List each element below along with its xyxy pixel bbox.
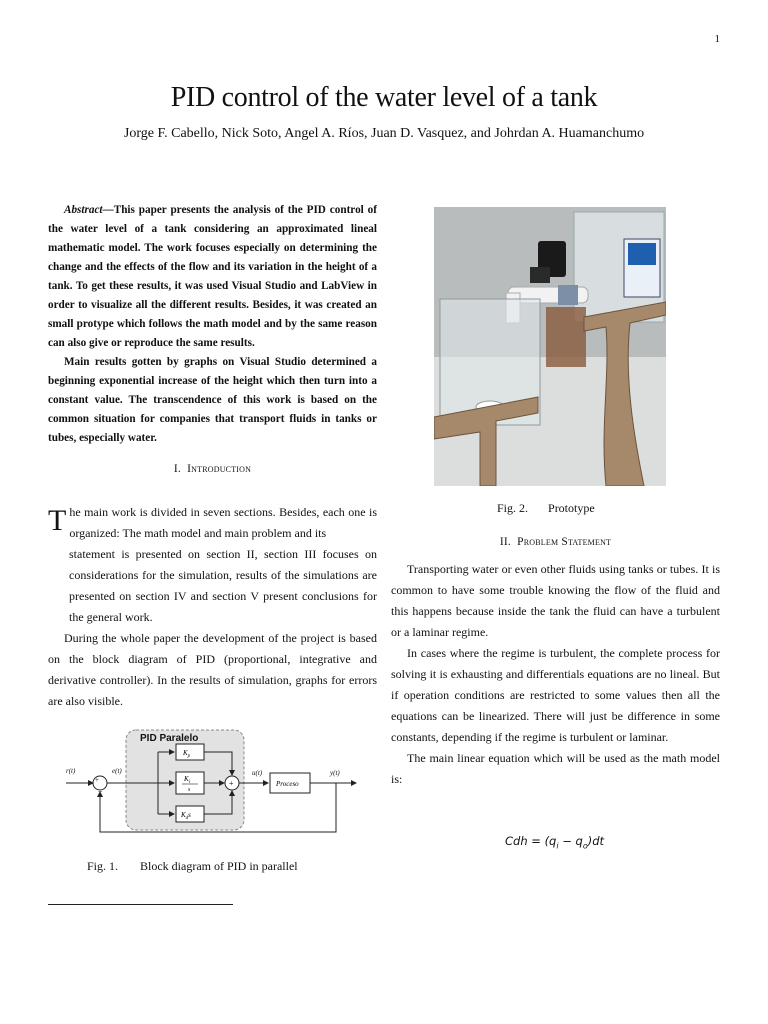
- intro-paragraph-2: During the whole paper the development of the project is based on the block diagram of PID (proportional, integrative and derivative controller). In the results of simulation, graphs for errors are also visible.: [48, 631, 377, 708]
- process-label: Proceso: [276, 780, 299, 788]
- e-label: e(t): [112, 767, 122, 775]
- kd-label: $K_ds$: [181, 811, 191, 821]
- abstract-paragraph-2: Main results gotten by graphs on Visual Studio determined a beginning exponential increase of the height which then turn into a constant value. The transcendence of this work is based on the common situation for companies that transport fluids in tanks or tubes, especially water.: [48, 356, 377, 444]
- section-heading-introduction: [48, 463, 377, 475]
- kp-label: $K_p$: [183, 749, 191, 759]
- abstract-dash: —: [102, 204, 114, 216]
- problem-statement-body: [391, 559, 720, 790]
- introduction-body: [48, 502, 377, 712]
- pump-base: [530, 267, 550, 283]
- intro-heading-text: Introduction: [187, 463, 252, 475]
- fig1-caption-text: Block diagram of PID in parallel: [140, 859, 298, 873]
- section-heading-problem-statement: [391, 536, 720, 548]
- intro-numeral: I.: [173, 463, 181, 475]
- equation-sub-o: o: [582, 841, 588, 851]
- authors: Jorge F. Cabello, Nick Soto, Angel A. Ríos, Juan D. Vasquez, and Johrdan A. Huamanchumo: [123, 126, 645, 141]
- equation-minus: − q: [558, 834, 583, 848]
- fig2-number: Fig. 2.: [497, 501, 529, 515]
- equation-sub-i: i: [556, 841, 559, 851]
- ki-numerator: $K_i$: [184, 775, 191, 785]
- fig1-number: Fig. 1.: [87, 859, 119, 873]
- equation-rhs: )dt: [587, 834, 605, 848]
- ps-numeral: II.: [499, 536, 511, 548]
- problem-paragraph-1: Transporting water or even other fluids using tanks or tubes. It is common to have some trouble knowing the flow of the fluid and this happens because inside the tank the fluid can have a turbulent or a laminar regime.: [391, 562, 720, 639]
- problem-paragraph-2: In cases where the regime is turbulent, the complete process for solving it is exhausting and differentials equations are no lineal. But if operation conditions are restricted to some values then all the equations can be linearized. There will just be difference in some constants, depending if the regime is turbulent or laminar.: [391, 646, 720, 744]
- ps-heading-text: Problem Statement: [517, 536, 612, 548]
- ki-denominator: s: [188, 787, 191, 793]
- problem-paragraph-3: The main linear equation which will be used as the math model is:: [391, 751, 720, 786]
- equation-lhs: Cdh = (q: [505, 834, 557, 848]
- abstract-paragraph-1: [48, 201, 377, 353]
- drop-cap: T: [48, 504, 67, 537]
- intro-paragraph-1-continued: [48, 544, 377, 628]
- page-number: 1: [714, 33, 720, 45]
- prototype-photo: [434, 207, 666, 486]
- pipe-valve: [558, 285, 578, 305]
- sum1-plus: +: [95, 776, 99, 784]
- sum2-plus: +: [229, 779, 234, 788]
- u-label: u(t): [252, 769, 263, 777]
- footnote-rule: [48, 904, 233, 905]
- sum1-minus: −: [98, 787, 103, 796]
- r-label: r(t): [66, 767, 76, 775]
- pid-group-title: PID Paralelo: [140, 733, 199, 744]
- intro-p1-lead: he main work is divided in seven sections. Besides, each one is organized: The math model and main problem and its: [69, 505, 377, 540]
- fig2-caption-text: Prototype: [548, 501, 595, 515]
- abstract-label: Abstract: [64, 204, 103, 216]
- pid-block-diagram: [62, 728, 362, 838]
- intro-paragraph-1: [48, 502, 377, 544]
- abstract: [48, 201, 377, 448]
- paper-title: PID control of the water level of a tank: [170, 82, 598, 113]
- intro-p1-rest: statement is presented on section II, section III focuses on considerations for the simulation, results of the simulations are presented on section IV and section V present conclusions for the general work.: [69, 547, 377, 624]
- background-stand: [546, 307, 586, 367]
- abstract-text-1: This paper presents the analysis of the PID control of the water level of a tank considering an approximated lineal mathematic model. The work focuses especially on determining the change and the effects of the flow and its variation in the height of a tank. To get these results, it was used Visual Studio and LabView in order to visualize all the different results. Besides, it was created an small protype which follows the math model and by the same reason can also give or reproduce the same results.: [48, 204, 377, 349]
- sticker-logo: [628, 243, 656, 265]
- math-equation: [505, 834, 604, 850]
- fig1-caption: [87, 859, 298, 874]
- y-label: y(t): [330, 769, 340, 777]
- fig2-caption: [497, 501, 595, 516]
